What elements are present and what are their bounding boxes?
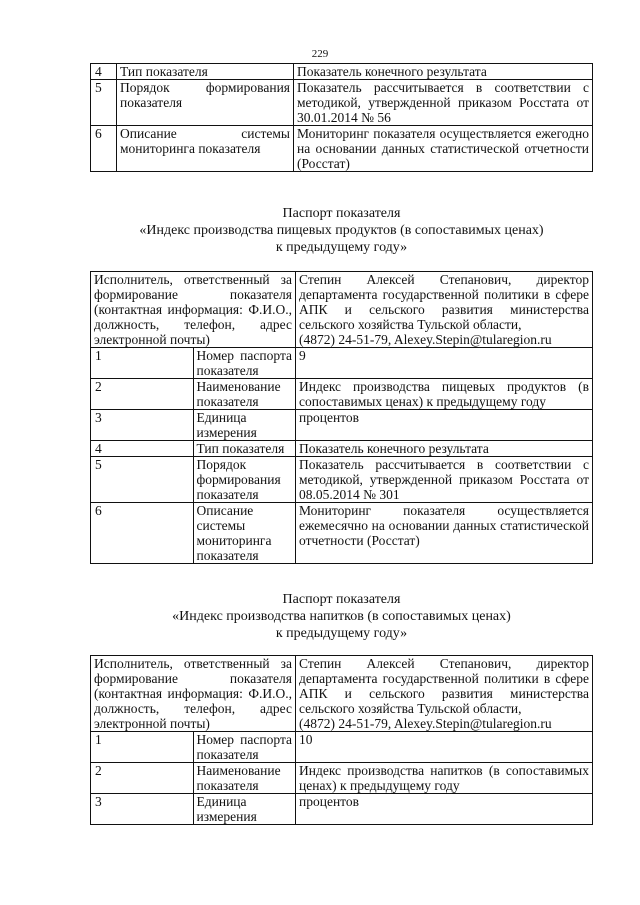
passport1-title: Паспорт показателя — [282, 206, 401, 221]
row-number: 2 — [91, 379, 194, 410]
table-row — [91, 441, 593, 457]
executor-value — [296, 272, 593, 348]
executor-label: Исполнитель, ответственный за формирование показателя (контактная информация: Ф.И.О., должность, телефон, адрес электронной почты) — [91, 656, 296, 732]
row-label: Порядок формирования показателя — [117, 80, 294, 126]
row-value: процентов — [296, 794, 593, 825]
table-row — [91, 410, 593, 441]
row-value: процентов — [296, 410, 593, 441]
page-number: 229 — [311, 48, 329, 60]
row-value: Показатель рассчитывается в соответствии с методикой, утвержденной приказом Росстата от 30.01.2014 № 56 — [294, 80, 593, 126]
row-value: Мониторинг показателя осуществляется ежегодно на основании данных статистической отчетности (Росстат) — [294, 126, 593, 172]
row-label: Наименование показателя — [193, 379, 296, 410]
row-label: Описание системы мониторинга показателя — [193, 503, 296, 564]
row-value: Показатель конечного результата — [296, 441, 593, 457]
passport2-subtitle-line2: к предыдущему году» — [275, 626, 408, 641]
passport2-table — [90, 655, 593, 825]
row-number: 3 — [91, 410, 194, 441]
executor-value — [296, 656, 593, 732]
executor-contact: (4872) 24-51-79, Alexey.Stepin@tularegion.ru — [299, 716, 552, 731]
row-label: Описание системы мониторинга показателя — [117, 126, 294, 172]
row-label: Тип показателя — [193, 441, 296, 457]
table-row — [91, 763, 593, 794]
row-number: 4 — [91, 64, 117, 80]
passport1-subtitle-line2: к предыдущему году» — [275, 240, 408, 255]
row-number: 5 — [91, 80, 117, 126]
row-value: Показатель рассчитывается в соответствии с методикой, утвержденной приказом Росстата от 08.05.2014 № 301 — [296, 457, 593, 503]
passport2-heading — [90, 591, 593, 642]
row-number: 2 — [91, 763, 194, 794]
table-row — [91, 732, 593, 763]
row-value: Показатель конечного результата — [294, 64, 593, 80]
row-value: Мониторинг показателя осуществляется ежемесячно на основании данных статистической отчетности (Росстат) — [296, 503, 593, 564]
executor-contact: (4872) 24-51-79, Alexey.Stepin@tularegion.ru — [299, 332, 552, 347]
table-row — [91, 64, 593, 80]
row-value: 10 — [296, 732, 593, 763]
row-value: Индекс производства пищевых продуктов (в сопоставимых ценах) к предыдущему году — [296, 379, 593, 410]
row-number: 1 — [91, 732, 194, 763]
table-row — [91, 457, 593, 503]
table-top-continuation — [90, 63, 593, 172]
row-value: Индекс производства напитков (в сопоставимых ценах) к предыдущему году — [296, 763, 593, 794]
row-label: Порядок формирования показателя — [193, 457, 296, 503]
passport2-title: Паспорт показателя — [282, 592, 401, 607]
row-label: Единица измерения — [193, 410, 296, 441]
passport1-heading — [90, 205, 593, 256]
row-number: 6 — [91, 126, 117, 172]
row-label: Наименование показателя — [193, 763, 296, 794]
row-number: 5 — [91, 457, 194, 503]
passport2-subtitle-line1: «Индекс производства напитков (в сопоставимых ценах) — [172, 609, 511, 624]
executor-name: Степин Алексей Степанович, директор департамента государственной политики в сфере АПК и сельского развития министерства сельского хозяйства Тульской области, — [299, 272, 589, 332]
executor-name: Степин Алексей Степанович, директор департамента государственной политики в сфере АПК и сельского развития министерства сельского хозяйства Тульской области, — [299, 656, 589, 716]
table-row — [91, 503, 593, 564]
row-number: 3 — [91, 794, 194, 825]
executor-row — [91, 272, 593, 348]
row-value: 9 — [296, 348, 593, 379]
table-row — [91, 794, 593, 825]
table-row — [91, 379, 593, 410]
row-label: Номер паспорта показателя — [193, 732, 296, 763]
table-row — [91, 126, 593, 172]
table-row — [91, 80, 593, 126]
row-number: 6 — [91, 503, 194, 564]
table-row — [91, 348, 593, 379]
passport1-subtitle-line1: «Индекс производства пищевых продуктов (в сопоставимых ценах) — [139, 223, 544, 238]
executor-label: Исполнитель, ответственный за формирование показателя (контактная информация: Ф.И.О., должность, телефон, адрес электронной почты) — [91, 272, 296, 348]
row-label: Тип показателя — [117, 64, 294, 80]
executor-row — [91, 656, 593, 732]
row-number: 4 — [91, 441, 194, 457]
row-label: Единица измерения — [193, 794, 296, 825]
row-label: Номер паспорта показателя — [193, 348, 296, 379]
passport1-table — [90, 271, 593, 564]
row-number: 1 — [91, 348, 194, 379]
